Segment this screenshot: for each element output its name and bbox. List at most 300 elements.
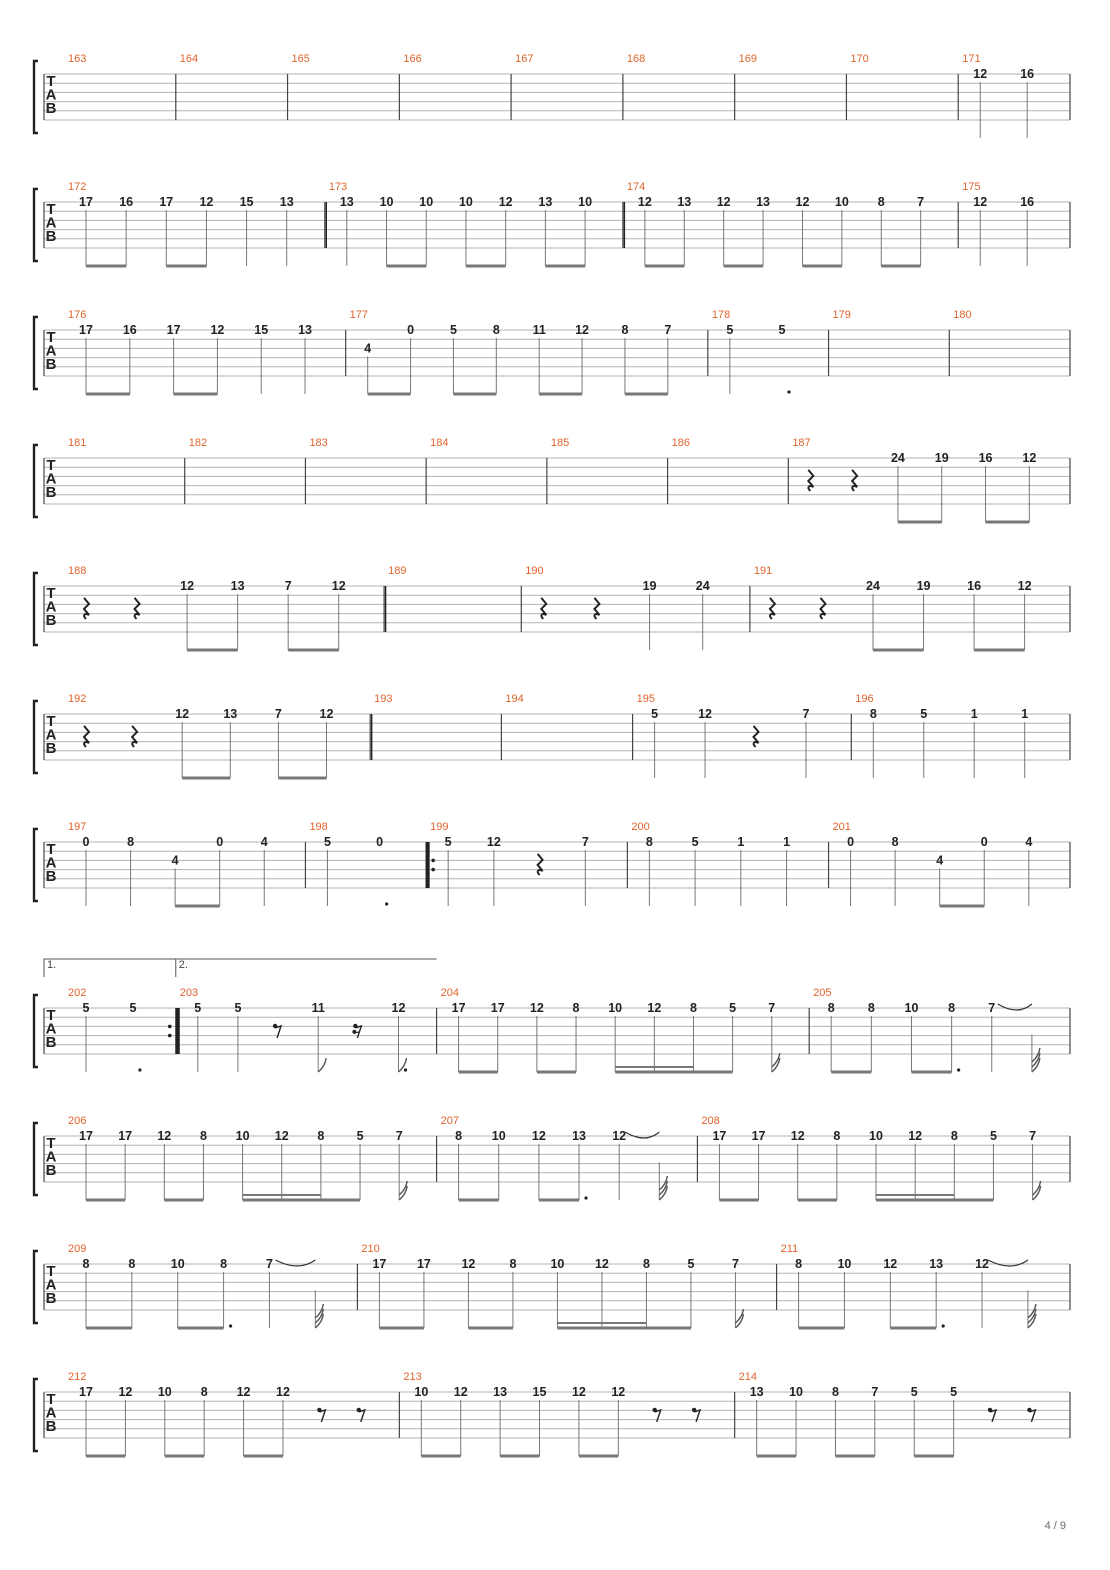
system-bracket bbox=[34, 189, 38, 261]
measure-number: 192 bbox=[68, 693, 87, 705]
measure bbox=[361, 1243, 776, 1328]
quarter-rest-icon bbox=[754, 726, 759, 747]
fret-number: 12 bbox=[973, 67, 988, 81]
fret-number: 8 bbox=[827, 1001, 835, 1015]
volta-brackets bbox=[44, 959, 437, 977]
measure-number: 186 bbox=[671, 437, 690, 449]
measure-number: 193 bbox=[374, 693, 393, 705]
tab-clef bbox=[46, 1391, 57, 1435]
fret-number: 8 bbox=[127, 835, 135, 849]
fret-number: 12 bbox=[908, 1129, 923, 1143]
dot bbox=[385, 902, 388, 905]
fret-number: 24 bbox=[866, 579, 880, 593]
measure-number: 211 bbox=[780, 1243, 799, 1255]
note-flag bbox=[1032, 1048, 1040, 1062]
system-bracket bbox=[34, 573, 38, 645]
tab-staff-lines bbox=[44, 842, 1070, 888]
tab-system bbox=[34, 565, 1070, 650]
fret-number: 13 bbox=[538, 195, 553, 209]
fret-number: 0 bbox=[847, 835, 855, 849]
measure bbox=[68, 1371, 399, 1456]
tab-staff-lines bbox=[44, 74, 1070, 120]
fret-number: 10 bbox=[904, 1001, 919, 1015]
tab-clef-letter: A bbox=[45, 1404, 57, 1422]
fret-number: 12 bbox=[529, 1001, 544, 1015]
fret-number: 8 bbox=[621, 323, 629, 337]
quarter-rest-icon bbox=[135, 598, 140, 619]
fret-number: 10 bbox=[550, 1257, 565, 1271]
fret-number: 16 bbox=[967, 579, 982, 593]
fret-number: 12 bbox=[975, 1257, 989, 1271]
tab-clef-letter: A bbox=[45, 854, 57, 872]
fret-number: 12 bbox=[698, 707, 713, 721]
measure-number: 183 bbox=[309, 437, 328, 449]
measure bbox=[739, 53, 847, 120]
fret-number: 8 bbox=[572, 1001, 580, 1015]
fret-number: 17 bbox=[751, 1129, 766, 1143]
measure bbox=[953, 309, 1070, 376]
measure-number: 169 bbox=[738, 53, 758, 65]
dot bbox=[138, 1068, 141, 1071]
tab-system bbox=[34, 1243, 1070, 1328]
fret-number: 12 bbox=[118, 1385, 133, 1399]
measure bbox=[309, 437, 426, 504]
tab-clef bbox=[46, 1007, 57, 1051]
measure bbox=[403, 1371, 734, 1456]
measure-number: 180 bbox=[953, 309, 972, 321]
fret-number: 5 bbox=[234, 1001, 242, 1015]
fret-number: 13 bbox=[749, 1385, 764, 1399]
measure bbox=[672, 437, 789, 504]
system-bracket bbox=[34, 1251, 38, 1323]
fret-number: 13 bbox=[279, 195, 294, 209]
fret-number: 0 bbox=[407, 323, 415, 337]
measure bbox=[386, 565, 522, 632]
note-flag bbox=[772, 1053, 780, 1067]
fret-number: 16 bbox=[122, 323, 137, 337]
measure bbox=[712, 309, 829, 394]
fret-number: 5 bbox=[449, 323, 457, 337]
fret-number: 10 bbox=[789, 1385, 804, 1399]
measure-number: 214 bbox=[738, 1371, 758, 1383]
dot bbox=[584, 1196, 587, 1199]
fret-number: 8 bbox=[833, 1129, 841, 1143]
fret-number: 5 bbox=[129, 1001, 137, 1015]
measure-number: 171 bbox=[962, 53, 981, 65]
quarter-rest-icon bbox=[84, 726, 89, 747]
fret-number: 12 bbox=[391, 1001, 406, 1015]
tab-clef-letter: B bbox=[45, 1034, 57, 1051]
tab-clef-letter: A bbox=[45, 1148, 57, 1166]
measure-number: 185 bbox=[550, 437, 570, 449]
tie bbox=[998, 1004, 1032, 1010]
note-flag bbox=[399, 1181, 407, 1195]
measure-number: 187 bbox=[792, 437, 811, 449]
fret-number: 17 bbox=[166, 323, 181, 337]
fret-number: 7 bbox=[274, 707, 282, 721]
fret-number: 10 bbox=[235, 1129, 250, 1143]
repeat-dot bbox=[168, 1025, 172, 1029]
volta-2 bbox=[176, 959, 437, 977]
tab-clef bbox=[46, 1263, 57, 1307]
tab-clef-letter: B bbox=[45, 484, 57, 501]
tab-clef-letter: A bbox=[45, 598, 57, 616]
fret-number: 7 bbox=[664, 323, 672, 337]
measure bbox=[505, 693, 632, 760]
fret-number: 11 bbox=[311, 1001, 325, 1015]
measure bbox=[525, 565, 750, 650]
fret-number: 12 bbox=[795, 195, 810, 209]
measure bbox=[68, 1115, 437, 1200]
volta-1 bbox=[44, 959, 176, 977]
fret-number: 12 bbox=[575, 323, 590, 337]
system-bracket bbox=[34, 701, 38, 773]
fret-number: 4 bbox=[364, 341, 372, 356]
tab-clef-letter: A bbox=[45, 342, 57, 360]
measure bbox=[68, 309, 346, 394]
measure-number: 212 bbox=[68, 1371, 87, 1383]
fret-number: 8 bbox=[831, 1385, 839, 1399]
dot bbox=[957, 1068, 960, 1071]
fret-number: 5 bbox=[950, 1385, 958, 1399]
measure bbox=[68, 181, 325, 266]
quarter-rest-icon bbox=[594, 598, 599, 619]
fret-number: 8 bbox=[950, 1129, 958, 1143]
fret-number: 17 bbox=[79, 195, 93, 209]
fret-number: 7 bbox=[731, 1257, 739, 1271]
measure bbox=[68, 565, 384, 650]
measure bbox=[189, 437, 306, 504]
tab-clef-letter: B bbox=[45, 228, 57, 245]
fret-number: 17 bbox=[490, 1001, 505, 1015]
fret-number: 12 bbox=[199, 195, 214, 209]
fret-number: 17 bbox=[712, 1129, 727, 1143]
fret-number: 16 bbox=[978, 451, 993, 465]
measure bbox=[441, 987, 810, 1072]
measure-number: 167 bbox=[515, 53, 534, 65]
measure bbox=[624, 181, 958, 266]
tab-clef-letter: T bbox=[46, 841, 56, 858]
tab-clef-letter: T bbox=[46, 73, 56, 90]
system-bracket bbox=[34, 1123, 38, 1195]
fret-number: 7 bbox=[265, 1257, 273, 1271]
fret-number: 0 bbox=[376, 835, 384, 849]
measure-number: 168 bbox=[626, 53, 646, 65]
tab-clef-letter: T bbox=[46, 1391, 56, 1408]
system-bracket bbox=[34, 317, 38, 389]
fret-number: 16 bbox=[1020, 67, 1035, 81]
tab-clef-letter: A bbox=[45, 1020, 57, 1038]
fret-number: 17 bbox=[416, 1257, 431, 1271]
fret-number: 13 bbox=[339, 195, 354, 209]
fret-number: 8 bbox=[220, 1257, 228, 1271]
tab-clef-letter: B bbox=[45, 100, 57, 117]
fret-number: 8 bbox=[200, 1385, 208, 1399]
measure bbox=[350, 309, 708, 394]
measure bbox=[68, 1243, 357, 1328]
measure-number: 207 bbox=[440, 1115, 459, 1127]
fret-number: 7 bbox=[917, 195, 925, 209]
fret-number: 13 bbox=[298, 323, 312, 337]
tab-clef-letter: B bbox=[45, 1290, 57, 1307]
quarter-rest-icon bbox=[538, 854, 543, 875]
measure-number: 202 bbox=[68, 987, 87, 999]
fret-number: 12 bbox=[157, 1129, 172, 1143]
tab-clef-letter: A bbox=[45, 1276, 57, 1294]
system-bracket bbox=[34, 995, 38, 1067]
measure bbox=[372, 693, 502, 760]
fret-number: 0 bbox=[980, 835, 988, 849]
fret-number: 8 bbox=[948, 1001, 956, 1015]
measure-number: 200 bbox=[631, 821, 650, 833]
note-flag bbox=[1033, 1181, 1041, 1195]
fret-number: 8 bbox=[199, 1129, 207, 1143]
measure-number: 208 bbox=[701, 1115, 720, 1127]
tab-clef bbox=[46, 457, 57, 501]
fret-number: 7 bbox=[768, 1001, 776, 1015]
quarter-rest-icon bbox=[852, 470, 857, 491]
tab-clef bbox=[46, 201, 57, 245]
measure-number: 174 bbox=[626, 181, 646, 193]
tab-clef-letter: B bbox=[45, 356, 57, 373]
measure bbox=[403, 53, 511, 120]
tab-clef-letter: T bbox=[46, 1263, 56, 1280]
fret-number: 12 bbox=[790, 1129, 805, 1143]
measure bbox=[68, 437, 185, 504]
measure-number: 184 bbox=[430, 437, 449, 449]
fret-number: 5 bbox=[778, 323, 786, 337]
fret-number: 8 bbox=[869, 707, 877, 721]
measure-number: 164 bbox=[179, 53, 199, 65]
fret-number: 4 bbox=[1025, 835, 1033, 849]
fret-number: 17 bbox=[79, 323, 93, 337]
tab-clef-letter: T bbox=[46, 713, 56, 730]
tie bbox=[988, 1260, 1028, 1266]
fret-number: 4 bbox=[936, 853, 944, 868]
quarter-rest-icon bbox=[820, 598, 825, 619]
measure-number: 176 bbox=[68, 309, 87, 321]
fret-number: 7 bbox=[284, 579, 292, 593]
fret-number: 15 bbox=[254, 323, 269, 337]
fret-number: 17 bbox=[79, 1129, 93, 1143]
measure bbox=[637, 693, 852, 778]
fret-number: 7 bbox=[871, 1385, 879, 1399]
measure bbox=[180, 53, 288, 120]
dot bbox=[229, 1324, 232, 1327]
fret-number: 5 bbox=[82, 1001, 90, 1015]
measure bbox=[781, 1243, 1070, 1328]
tab-clef-letter: B bbox=[45, 1418, 57, 1435]
tab-clef-letter: T bbox=[46, 457, 56, 474]
tab-clef bbox=[46, 73, 57, 117]
fret-number: 10 bbox=[157, 1385, 172, 1399]
fret-number: 13 bbox=[929, 1257, 944, 1271]
measure-number: 199 bbox=[430, 821, 449, 833]
measure bbox=[850, 53, 958, 120]
measure-number: 189 bbox=[388, 565, 407, 577]
measure-number: 163 bbox=[68, 53, 87, 65]
tab-clef bbox=[46, 841, 57, 885]
tab-staff-lines bbox=[44, 202, 1070, 248]
note-flag bbox=[315, 1304, 323, 1318]
fret-number: 5 bbox=[323, 835, 331, 849]
fret-number: 10 bbox=[608, 1001, 623, 1015]
measure bbox=[627, 53, 735, 120]
fret-number: 8 bbox=[455, 1129, 463, 1143]
tab-clef-letter: T bbox=[46, 329, 56, 346]
measure-number: 166 bbox=[403, 53, 422, 65]
system-bracket bbox=[34, 829, 38, 901]
tab-clef-letter: B bbox=[45, 1162, 57, 1179]
fret-number: 10 bbox=[834, 195, 849, 209]
fret-number: 12 bbox=[531, 1129, 546, 1143]
repeat-dot bbox=[168, 1034, 172, 1038]
tab-staff-lines bbox=[44, 458, 1070, 504]
tab-clef-letter: A bbox=[45, 214, 57, 232]
measure bbox=[631, 821, 828, 906]
tab-system bbox=[34, 959, 1070, 1072]
fret-number: 8 bbox=[82, 1257, 90, 1271]
fret-number: 0 bbox=[216, 835, 224, 849]
measure bbox=[68, 987, 176, 1072]
tab-system bbox=[34, 181, 1070, 266]
measure bbox=[441, 1115, 698, 1200]
fret-number: 4 bbox=[260, 835, 268, 849]
repeat-dot bbox=[431, 859, 435, 863]
measure bbox=[292, 53, 400, 120]
measure-number: 179 bbox=[832, 309, 851, 321]
tab-system bbox=[34, 693, 1070, 778]
fret-number: 8 bbox=[891, 835, 899, 849]
tab-system bbox=[34, 1115, 1070, 1200]
measure-number: 196 bbox=[855, 693, 874, 705]
fret-number: 13 bbox=[572, 1129, 586, 1143]
measure bbox=[833, 821, 1070, 906]
fret-number: 13 bbox=[493, 1385, 508, 1399]
tab-clef bbox=[46, 329, 57, 373]
repeat-dot bbox=[431, 868, 435, 872]
tab-clef-letter: B bbox=[45, 612, 57, 629]
fret-number: 12 bbox=[461, 1257, 476, 1271]
fret-number: 5 bbox=[651, 707, 659, 721]
fret-number: 8 bbox=[128, 1257, 136, 1271]
fret-number: 11 bbox=[532, 323, 546, 337]
measure-number: 206 bbox=[68, 1115, 87, 1127]
tab-clef bbox=[46, 585, 57, 629]
fret-number: 7 bbox=[581, 835, 589, 849]
fret-number: 12 bbox=[716, 195, 731, 209]
fret-number: 13 bbox=[223, 707, 238, 721]
tab-clef-letter: B bbox=[45, 740, 57, 757]
measure-number: 194 bbox=[505, 693, 524, 705]
tab-clef-letter: B bbox=[45, 868, 57, 885]
dot bbox=[787, 390, 790, 393]
measure-number: 173 bbox=[328, 181, 348, 193]
system-bracket bbox=[34, 61, 38, 133]
fret-number: 16 bbox=[119, 195, 134, 209]
measure-number: 197 bbox=[68, 821, 87, 833]
measure-number: 181 bbox=[68, 437, 87, 449]
tab-clef-letter: A bbox=[45, 470, 57, 488]
fret-number: 12 bbox=[1017, 579, 1032, 593]
fret-number: 1 bbox=[783, 835, 791, 849]
measure-number: 165 bbox=[291, 53, 310, 65]
fret-number: 5 bbox=[729, 1001, 737, 1015]
measure-number: 204 bbox=[440, 987, 459, 999]
fret-number: 5 bbox=[726, 323, 734, 337]
tab-staff-lines bbox=[44, 330, 1070, 376]
tie bbox=[275, 1260, 315, 1266]
fret-number: 12 bbox=[498, 195, 513, 209]
dot bbox=[404, 1068, 407, 1071]
fret-number: 12 bbox=[1022, 451, 1037, 465]
fret-number: 12 bbox=[571, 1385, 586, 1399]
fret-number: 10 bbox=[414, 1385, 429, 1399]
fret-number: 7 bbox=[802, 707, 810, 721]
fret-number: 13 bbox=[677, 195, 692, 209]
measure bbox=[68, 693, 370, 778]
fret-number: 12 bbox=[180, 579, 195, 593]
tab-clef-letter: T bbox=[46, 585, 56, 602]
fret-number: 0 bbox=[82, 835, 90, 849]
fret-number: 15 bbox=[532, 1385, 547, 1399]
fret-number: 12 bbox=[637, 195, 652, 209]
measure-number: 170 bbox=[850, 53, 869, 65]
measure-number: 205 bbox=[813, 987, 832, 999]
system-bracket bbox=[34, 445, 38, 517]
fret-number: 24 bbox=[890, 451, 905, 465]
fret-number: 19 bbox=[916, 579, 931, 593]
quarter-rest-icon bbox=[84, 598, 89, 619]
tab-system bbox=[34, 53, 1070, 138]
fret-number: 12 bbox=[236, 1385, 251, 1399]
fret-number: 17 bbox=[118, 1129, 133, 1143]
measure-number: 203 bbox=[179, 987, 199, 999]
measure-number: 172 bbox=[68, 181, 87, 193]
tab-system bbox=[34, 309, 1070, 394]
quarter-rest-icon bbox=[132, 726, 137, 747]
fret-number: 8 bbox=[690, 1001, 697, 1015]
measure-number: 175 bbox=[962, 181, 981, 193]
measure-number: 210 bbox=[361, 1243, 380, 1255]
fret-number: 17 bbox=[159, 195, 174, 209]
fret-number: 19 bbox=[934, 451, 949, 465]
quarter-rest-icon bbox=[808, 470, 813, 491]
fret-number: 5 bbox=[920, 707, 928, 721]
fret-number: 12 bbox=[319, 707, 334, 721]
measure bbox=[962, 53, 1070, 138]
fret-number: 10 bbox=[869, 1129, 883, 1143]
fret-number: 8 bbox=[867, 1001, 875, 1015]
measure-number: 201 bbox=[832, 821, 851, 833]
measure-number: 195 bbox=[636, 693, 655, 705]
fret-number: 24 bbox=[695, 579, 710, 593]
measure bbox=[515, 53, 623, 120]
tab-clef-letter: T bbox=[46, 1007, 56, 1024]
fret-number: 10 bbox=[837, 1257, 852, 1271]
fret-number: 16 bbox=[1020, 195, 1035, 209]
fret-number: 10 bbox=[491, 1129, 506, 1143]
measure-number: 178 bbox=[711, 309, 731, 321]
fret-number: 17 bbox=[79, 1385, 93, 1399]
quarter-rest-icon bbox=[770, 598, 775, 619]
page-number: 4 / 9 bbox=[1044, 1520, 1066, 1532]
fret-number: 8 bbox=[317, 1129, 325, 1143]
measure bbox=[792, 437, 1070, 522]
measure bbox=[168, 987, 437, 1072]
measure bbox=[739, 1371, 1070, 1456]
tab-system bbox=[34, 437, 1070, 522]
